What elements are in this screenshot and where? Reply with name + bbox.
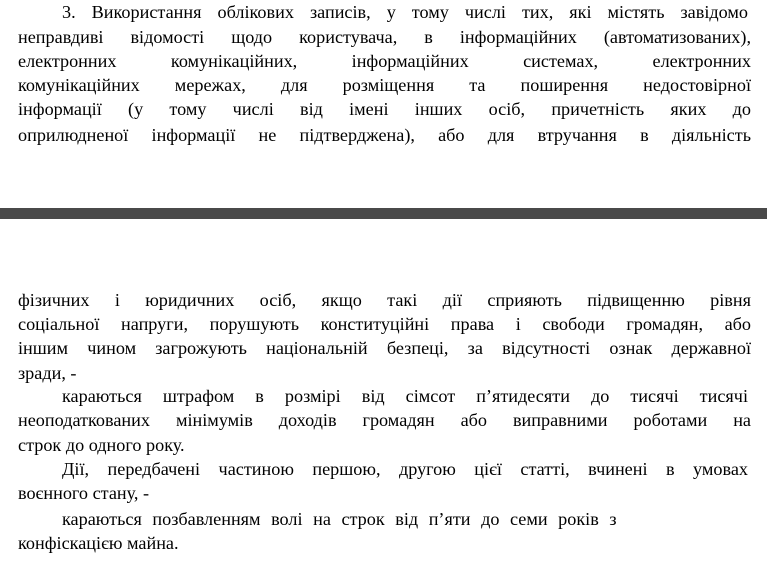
text-line: інформації (у тому числі від імені інших осіб, причетність яких до bbox=[18, 99, 751, 119]
text-line: неоподаткованих мінімумів доходів громадян або виправними роботами на bbox=[18, 410, 751, 430]
text-line: соціальної напруги, порушують конституційні права і свободи громадян, або bbox=[18, 314, 751, 334]
document-page-bottom bbox=[0, 222, 767, 562]
text-line: 3. Використання облікових записів, у тому числі тих, які містять завідомо bbox=[62, 2, 748, 22]
text-line: комунікаційних мережах, для розміщення та поширення недостовірної bbox=[18, 75, 751, 95]
text-line: конфіскацією майна. bbox=[18, 533, 179, 553]
text-line: неправдиві відомості щодо користувача, в інформаційних (автоматизованих), bbox=[18, 27, 751, 47]
text-line: строк до одного року. bbox=[18, 435, 185, 455]
text-line: оприлюдненої інформації не підтверджена), або для втручання в діяльність bbox=[18, 125, 751, 145]
text-line: Дії, передбачені частиною першою, другою цієї статті, вчинені в умовах bbox=[62, 459, 748, 479]
text-line: караються позбавленням волі на строк від п’яти до семи років з bbox=[62, 509, 617, 529]
text-line: іншим чином загрожують національній безпеці, за відсутності ознак державної bbox=[18, 338, 751, 358]
text-line: воєнного стану, - bbox=[18, 483, 150, 503]
document-page-top bbox=[0, 0, 767, 205]
text-line: електронних комунікаційних, інформаційних системах, електронних bbox=[18, 51, 751, 71]
page-break-divider bbox=[0, 208, 767, 219]
text-line: караються штрафом в розмірі від сімсот п’ятидесяти до тисячі тисячі bbox=[62, 386, 748, 406]
text-line: зради, - bbox=[18, 363, 77, 383]
text-line: фізичних і юридичних осіб, якщо такі дії сприяють підвищенню рівня bbox=[18, 290, 751, 310]
